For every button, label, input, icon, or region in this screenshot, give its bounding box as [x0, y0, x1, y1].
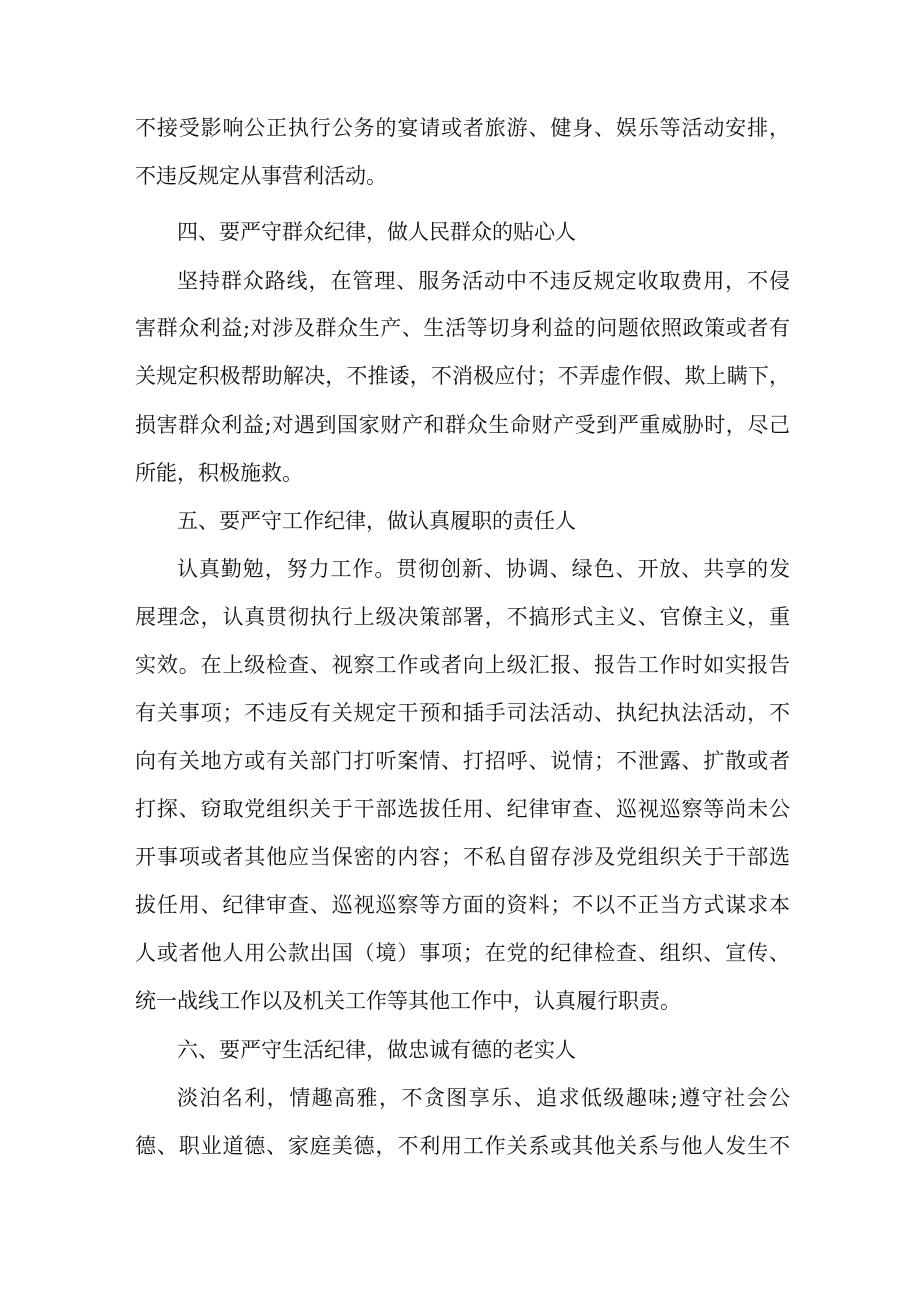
paragraph-line: 不接受影响公正执行公务的宴请或者旅游、健身、娱乐等活动安排，: [135, 116, 790, 140]
paragraph-line: 展理念，认真贯彻执行上级决策部署，不搞形式主义、官僚主义，重: [135, 605, 790, 629]
paragraph-line: 统一战线工作以及机关工作等其他工作中，认真履行职责。: [135, 989, 681, 1013]
paragraph-line: 开事项或者其他应当保密的内容；不私自留存涉及党组织关于干部选: [135, 845, 790, 869]
paragraph-line: 不违反规定从事营利活动。: [135, 164, 387, 188]
paragraph-line: 害群众利益;对涉及群众生产、生活等切身利益的问题依照政策或者有: [135, 316, 790, 340]
section-heading-5: 五、要严守工作纪律，做认真履职的责任人: [177, 509, 576, 533]
paragraph-line: 认真勤勉，努力工作。贯彻创新、协调、绿色、开放、共享的发: [177, 557, 790, 581]
paragraph-line: 向有关地方或有关部门打听案情、打招呼、说情；不泄露、扩散或者: [135, 749, 790, 773]
paragraph-line: 所能，积极施救。: [135, 461, 303, 485]
paragraph-line: 关规定积极帮助解决，不推诿，不消极应付；不弄虚作假、欺上瞒下，: [135, 364, 790, 388]
paragraph-line: 有关事项；不违反有关规定干预和插手司法活动、执纪执法活动，不: [135, 701, 790, 725]
section-heading-6: 六、要严守生活纪律，做忠诚有德的老实人: [177, 1038, 576, 1062]
section-heading-4: 四、要严守群众纪律，做人民群众的贴心人: [177, 220, 576, 244]
paragraph-line: 实效。在上级检查、视察工作或者向上级汇报、报告工作时如实报告: [135, 653, 790, 677]
paragraph-line: 损害群众利益;对遇到国家财产和群众生命财产受到严重威胁时，尽己: [135, 413, 790, 437]
paragraph-line: 拔任用、纪律审查、巡视巡察等方面的资料；不以不正当方式谋求本: [135, 893, 790, 917]
paragraph-line: 坚持群众路线，在管理、服务活动中不违反规定收取费用，不侵: [177, 269, 790, 293]
paragraph-line: 德、职业道德、家庭美德，不利用工作关系或其他关系与他人发生不: [135, 1134, 790, 1158]
paragraph-line: 淡泊名利，情趣高雅，不贪图享乐、追求低级趣味;遵守社会公: [177, 1086, 790, 1110]
paragraph-line: 人或者他人用公款出国（境）事项；在党的纪律检查、组织、宣传、: [135, 941, 790, 965]
paragraph-line: 打探、窃取党组织关于干部选拔任用、纪律审查、巡视巡察等尚未公: [135, 797, 790, 821]
